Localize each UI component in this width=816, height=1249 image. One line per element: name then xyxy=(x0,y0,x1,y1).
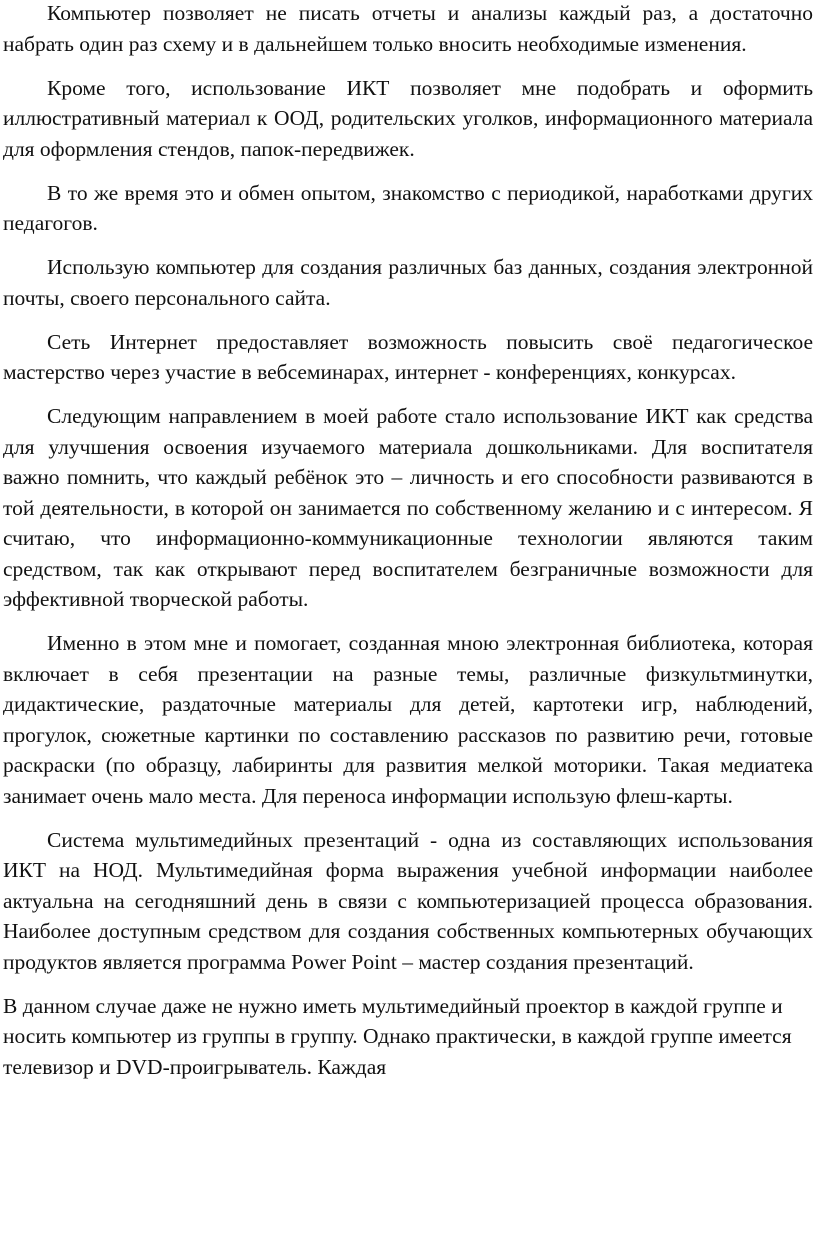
paragraph-electronic-library: Именно в этом мне и помогает, созданная мною электронная библиотека, которая включает в себя презентации на разные темы, различные физкультминутки, дидактические, раздаточные материалы для детей, картотеки игр, наблюдений, прогулок, сюжетные картинки по составлению рассказов по развитию речи, готовые раскраски (по образцу, лабиринты для развития мелкой моторики. Такая медиатека занимает очень мало места. Для переноса информации использую флеш-карты. xyxy=(3,631,813,808)
paragraph-databases: Использую компьютер для создания различных баз данных, создания электронной почты, своего персонального сайта. xyxy=(3,255,813,310)
paragraph-experience-exchange: В то же время это и обмен опытом, знакомство с периодикой, наработками других педагогов. xyxy=(3,180,813,235)
paragraph-ikt-materials: Кроме того, использование ИКТ позволяет мне подобрать и оформить иллюстративный материал к ООД, родительских уголков, информационного материала для оформления стендов, папок-передвижек. xyxy=(3,75,813,161)
paragraph-computer-reports: Компьютер позволяет не писать отчеты и анализы каждый раз, а достаточно набрать один раз схему и в дальнейшем только вносить необходимые изменения. xyxy=(3,1,813,56)
paragraph-internet: Сеть Интернет предоставляет возможность повысить своё педагогическое мастерство через участие в вебсеминарах, интернет - конференциях, конкурсах. xyxy=(3,329,813,384)
paragraph-next-direction: Следующим направлением в моей работе стало использование ИКТ как средства для улучшения освоения изучаемого материала дошкольниками. Для воспитателя важно помнить, что каждый ребёнок это – личность и его способности развиваются в той деятельности, в которой он занимается по собственному желанию и с интересом. Я считаю, что информационно-коммуникационные технологии являются таким средством, так как открывают перед воспитателем безграничные возможности для эффективной творческой работы. xyxy=(3,404,813,611)
paragraph-multimedia-presentations: Система мультимедийных презентаций - одна из составляющих использования ИКТ на НОД. Мультимедийная форма выражения учебной информации наиболее актуальна на сегодняшний день в связи с компьютеризацией процесса образования. Наиболее доступным средством для создания собственных компьютерных обучающих продуктов является программа Power Point – мастер создания презентаций. xyxy=(3,827,813,974)
paragraph-projector: В данном случае даже не нужно иметь мультимедийный проектор в каждой группе и носить компьютер из группы в группу. Однако практически, в каждой группе имеется телевизор и DVD-проигрыватель. Каждая xyxy=(3,993,792,1079)
